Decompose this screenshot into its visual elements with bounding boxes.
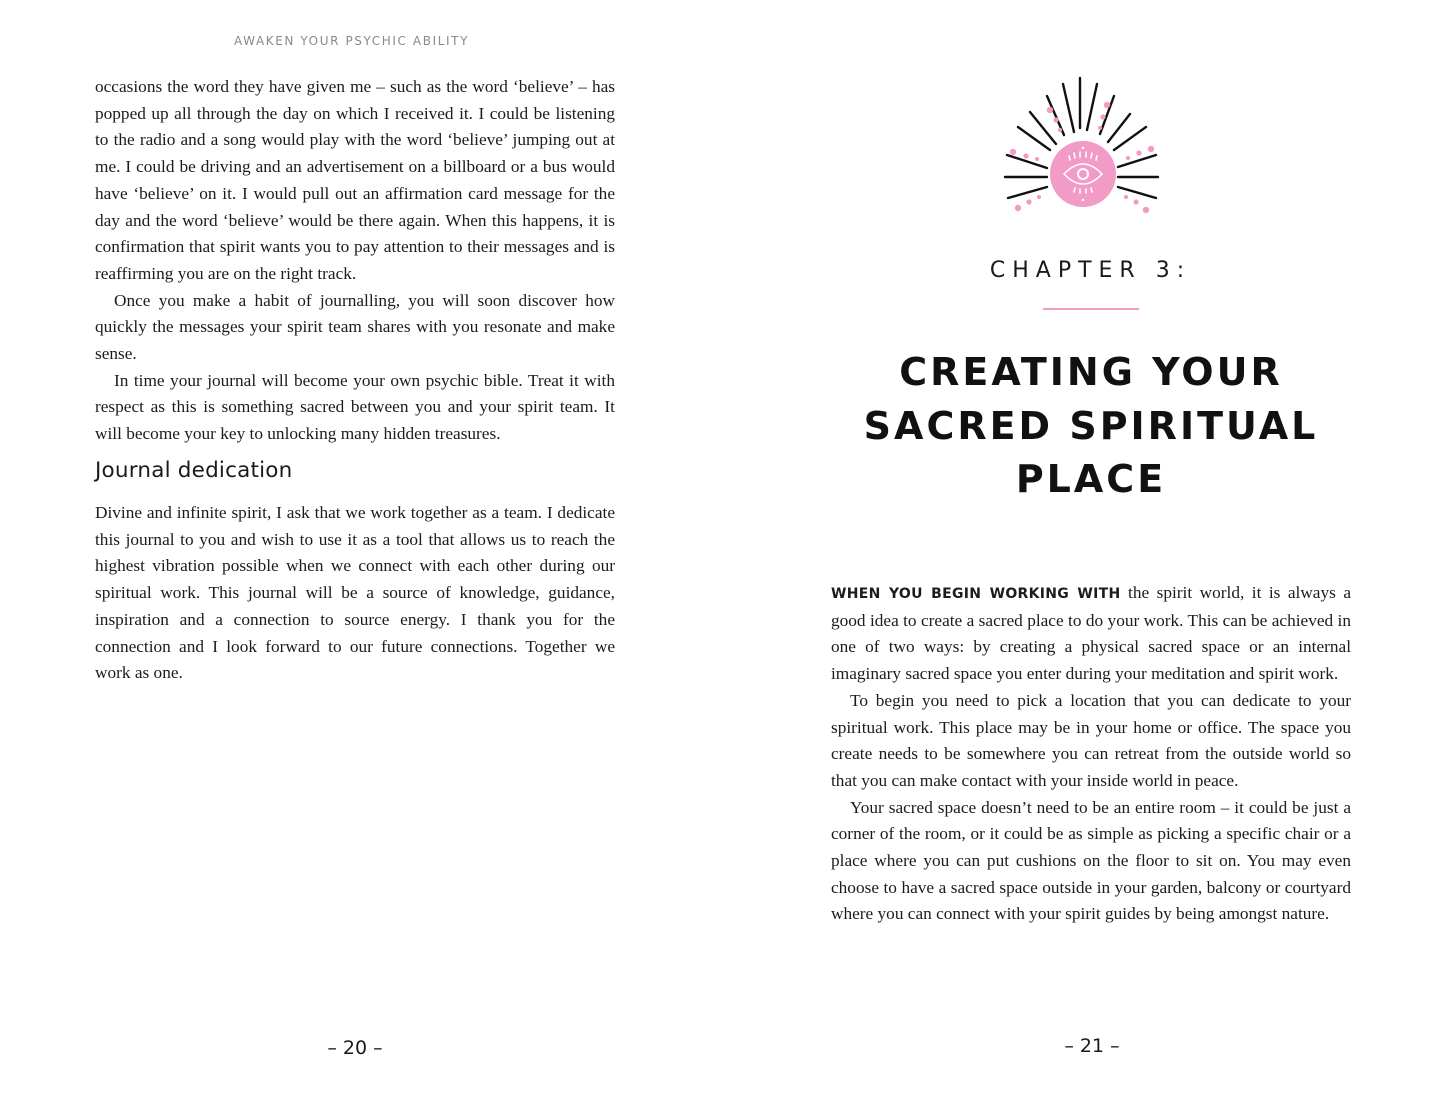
body-text-block — [95, 74, 615, 448]
page-number: – 20 – — [327, 1037, 383, 1059]
paragraph-text: the spirit world, it is always a good idea to create a sacred place to do your work. This can be achieved in one of two ways: by creating a physical sacred space or an internal imaginary sacred space you enter during your meditation and spirit work. — [831, 583, 1351, 684]
body-text-block — [831, 580, 1351, 928]
paragraph: occasions the word they have given me – such as the word ‘believe’ – has popped up all through the day on which I received it. I could be listening to the radio and a song would play with the word ‘believe’ jumping out at me. I could be driving and an advertisement on a billboard or a bus would have ‘believe’ on it. I would pull out an affirmation card message for the day and the word ‘believe’ would be there again. When this happens, it is confirmation that spirit wants you to pay attention to their messages and is reaffirming you are on the right track. — [95, 77, 615, 283]
dedication-paragraph: Divine and infinite spirit, I ask that we work together as a team. I dedicate this journal to you and wish to use it as a tool that allows us to reach the highest vibration possible when we connect with each other during our spiritual work. This journal will be a source of knowledge, guidance, inspiration and a connection to source energy. I thank you for the connection and I look forward to our future connections. Together we work as one. — [95, 503, 615, 683]
chapter-title-line: CREATING YOUR — [899, 350, 1283, 394]
chapter-label: CHAPTER 3: — [989, 258, 1192, 283]
left-page — [0, 0, 722, 1105]
paragraph: Your sacred space doesn’t need to be an entire room – it could be just a corner of the room, or it could be as simple as picking a specific chair or a place where you can put cushions on the floor to sit on. You may even choose to have a sacred space outside in your garden, balcony or courtyard where you can connect with your spirit guides by being amongst nature. — [831, 797, 1351, 924]
paragraph: In time your journal will become your own psychic bible. Treat it with respect as this is something sacred between you and your spirit team. It will become your key to unlocking many hidden treasures. — [95, 370, 615, 444]
paragraph: Once you make a habit of journalling, you will soon discover how quickly the messages your spirit team shares with you resonate and make sense. — [95, 290, 615, 364]
paragraph: To begin you need to pick a location that you can dedicate to your spiritual work. This place may be in your home or office. The space you create needs to be somewhere you can retreat from the outside world so that you can make contact with your inside world in peace. — [831, 690, 1351, 790]
section-heading: Journal dedication — [95, 458, 293, 483]
chapter-title — [722, 346, 1445, 507]
eye-sunburst-icon — [990, 70, 1190, 215]
running-head: AWAKEN YOUR PSYCHIC ABILITY — [234, 34, 469, 48]
paragraph — [831, 580, 1351, 688]
right-page — [722, 0, 1445, 1105]
chapter-title-line: PLACE — [1015, 457, 1167, 501]
page-number: – 21 – — [1064, 1035, 1120, 1057]
divider — [1043, 308, 1139, 310]
dedication-block — [95, 500, 615, 687]
lead-in: WHEN YOU BEGIN WORKING WITH — [831, 586, 1121, 602]
chapter-title-line: SACRED SPIRITUAL — [863, 403, 1319, 448]
